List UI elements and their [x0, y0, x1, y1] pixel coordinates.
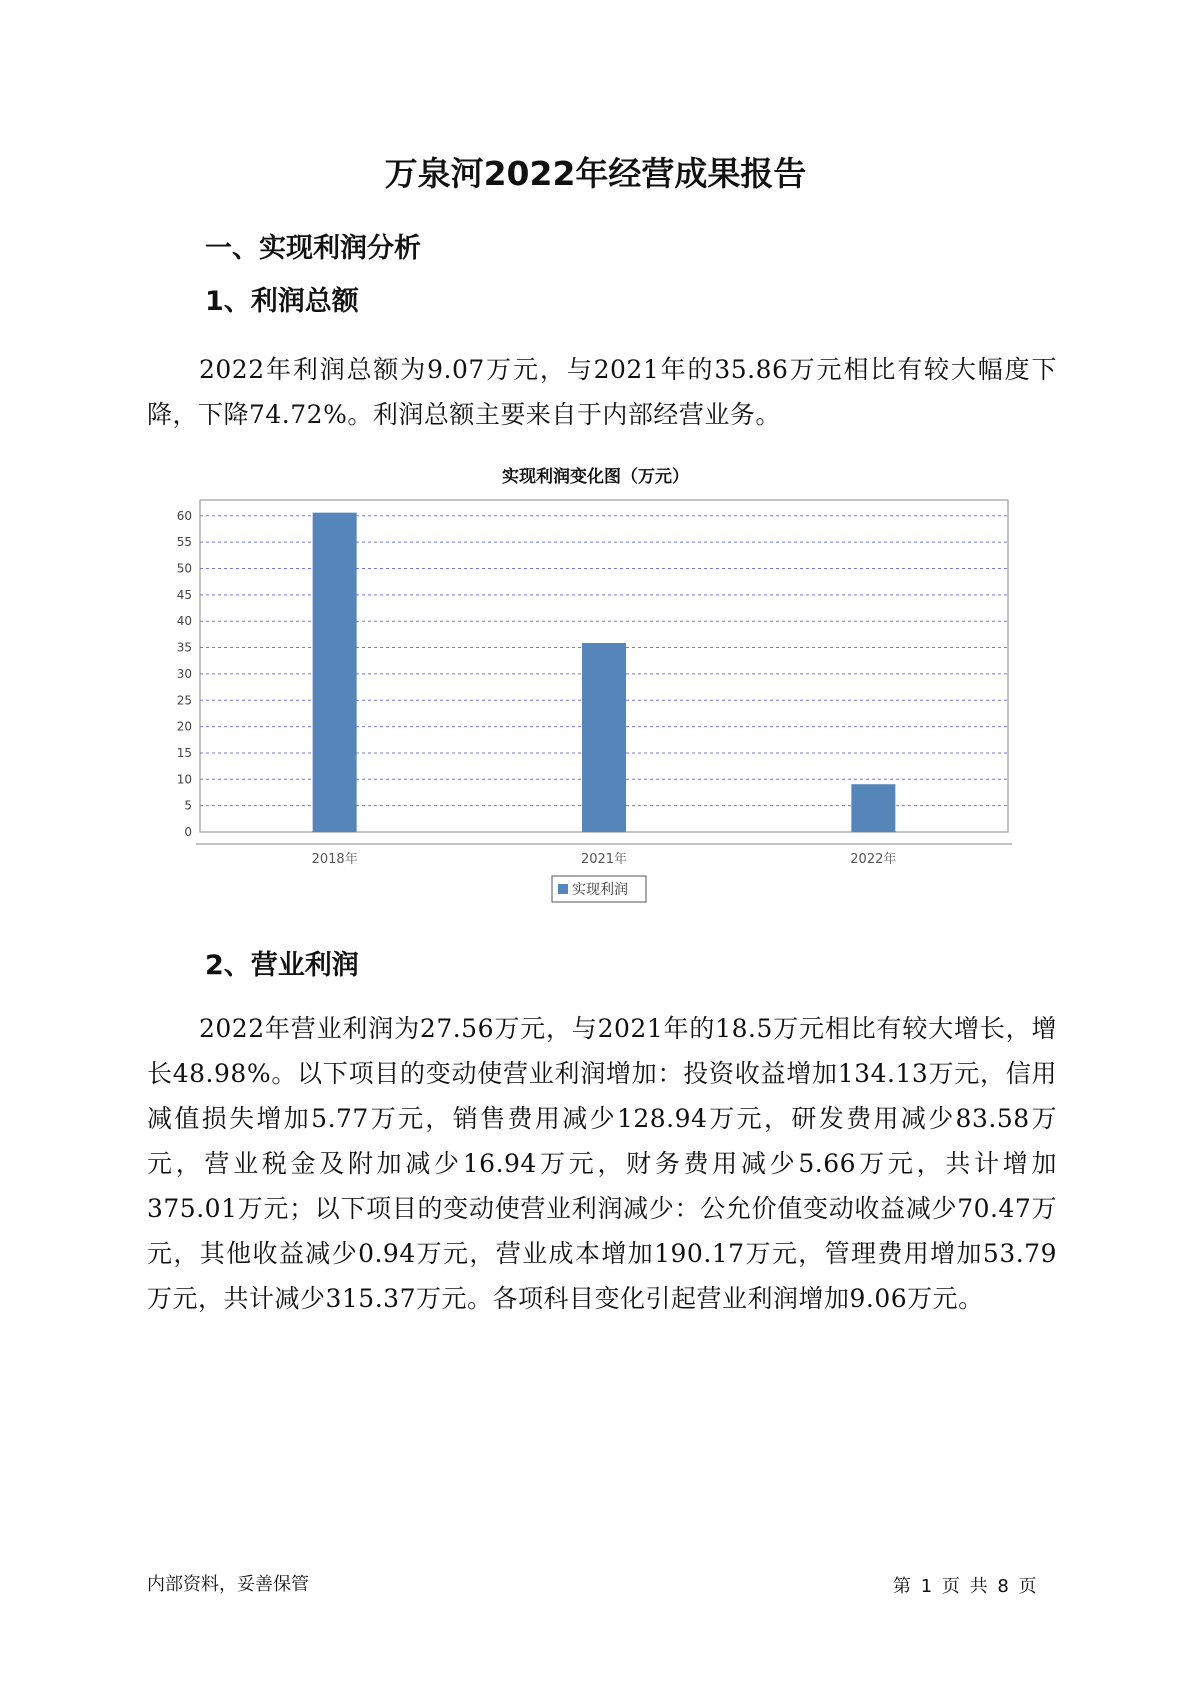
chart-title: 实现利润变化图（万元） — [502, 467, 689, 487]
bar — [582, 643, 626, 832]
paragraph-operating-profit: 2022年营业利润为27.56万元，与2021年的18.5万元相比有较大增长，增长48.98%。以下项目的变动使营业利润增加：投资收益增加134.13万元，信用减值损失增加5.77万元，销售费用减少128.94万元，研发费用减少83.58万元，营业税金及附加减少16.94万元，财务费用减少5.66万元，共计增加375.01万元；以下项目的变动使营业利润减少：公允价值变动收益减少70.47万元，其他收益减少0.94万元，营业成本增加190.17万元，管理费用增加53.79万元，共计减少315.37万元。各项科目变化引起营业利润增加9.06万元。 — [147, 1014, 1057, 1313]
y-tick-label: 20 — [176, 719, 192, 734]
legend-swatch — [558, 884, 568, 894]
y-tick-label: 25 — [176, 693, 192, 708]
y-tick-label: 30 — [176, 666, 192, 681]
y-tick-label: 10 — [176, 772, 192, 787]
y-tick-label: 55 — [176, 535, 192, 550]
subsection-heading-operating-profit: 2、营业利润 — [205, 950, 359, 981]
section-heading: 一、实现利润分析 — [205, 233, 421, 264]
bar — [851, 784, 895, 832]
profit-bar-chart — [150, 490, 1030, 910]
x-tick-label: 2018年 — [311, 852, 358, 867]
paragraph-profit-total: 2022年利润总额为9.07万元，与2021年的35.86万元相比有较大幅度下降，下降74.72%。利润总额主要来自于内部经营业务。 — [147, 355, 1057, 429]
footer-page-number: 第 1 页 共 8 页 — [893, 1576, 1037, 1597]
y-tick-label: 5 — [184, 798, 192, 813]
y-tick-label: 50 — [176, 561, 192, 576]
footer-confidential-note: 内部资料，妥善保管 — [147, 1574, 309, 1595]
y-tick-label: 15 — [176, 745, 192, 760]
y-tick-label: 35 — [176, 640, 192, 655]
y-tick-label: 45 — [176, 587, 192, 602]
x-tick-label: 2022年 — [850, 852, 897, 867]
bar — [313, 513, 357, 832]
y-tick-label: 40 — [176, 614, 192, 629]
y-tick-label: 60 — [176, 508, 192, 523]
x-tick-label: 2021年 — [580, 852, 628, 867]
y-tick-label: 0 — [184, 825, 192, 839]
legend-label: 实现利润 — [572, 882, 628, 898]
page-title: 万泉河2022年经营成果报告 — [384, 154, 807, 193]
subsection-heading-profit-total: 1、利润总额 — [205, 286, 359, 317]
